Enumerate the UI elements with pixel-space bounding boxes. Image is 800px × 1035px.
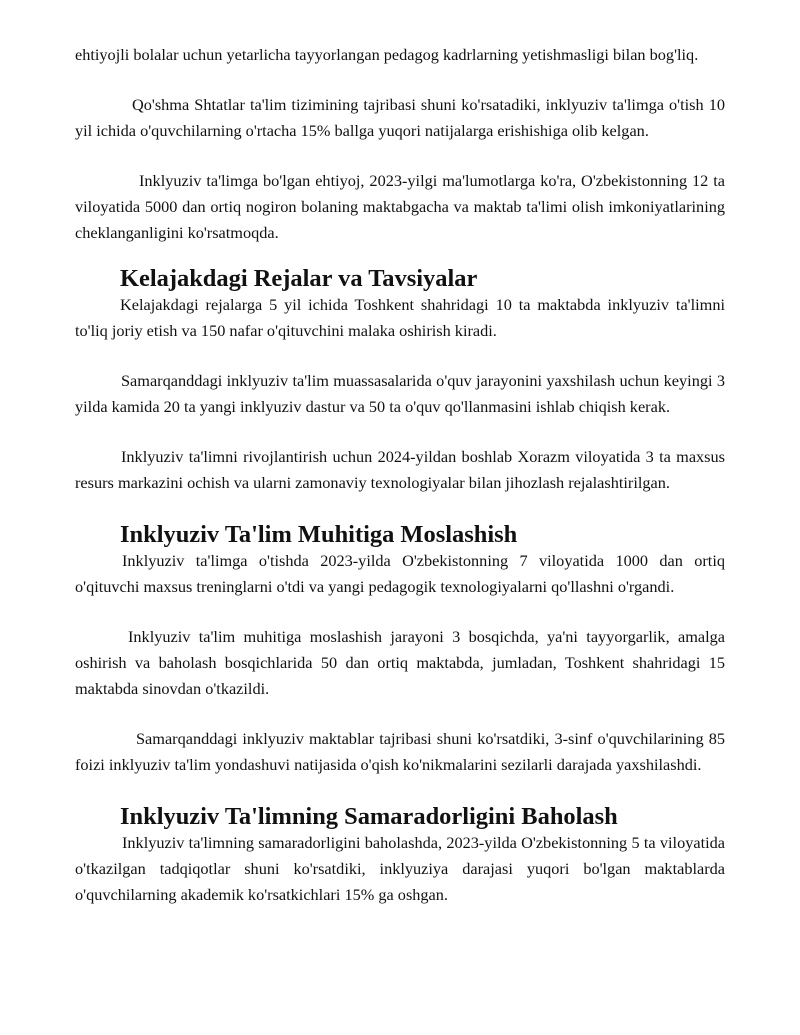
paragraph-future-plans: Kelajakdagi rejalarga 5 yil ichida Toshkent shahridagi 10 ta maktabda inklyuziv ta'limni to'liq joriy etish va 150 nafar o'qituvchini malaka oshirish kiradi. — [75, 295, 725, 340]
section-heading-effectiveness: Inklyuziv Ta'limning Samaradorligini Baholash — [120, 803, 618, 830]
section-heading-future-plans: Kelajakdagi Rejalar va Tavsiyalar — [120, 265, 478, 292]
paragraph-samarkand-results: Samarqanddagi inklyuziv maktablar tajribasi shuni ko'rsatdiki, 3-sinf o'quvchilarining 85 foizi inklyuziv ta'lim yondashuvi natijasida o'qish ko'nikmalarini sezilarli darajada yaxshilashdi. — [75, 729, 725, 774]
document-page — [75, 42, 725, 908]
section-heading-adaptation: Inklyuziv Ta'lim Muhitiga Moslashish — [120, 521, 518, 548]
paragraph-inclusive-need: Inklyuziv ta'limga bo'lgan ehtiyoj, 2023-yilgi ma'lumotlarga ko'ra, O'zbekistonning 12 ta viloyatida 5000 dan ortiq nogiron bolaning maktabgacha va maktab ta'limi olish imkoniyatlarining cheklanganligini ko'rsatmoqda. — [75, 171, 725, 242]
paragraph-adaptation-stages: Inklyuziv ta'lim muhitiga moslashish jarayoni 3 bosqichda, ya'ni tayyorgarlik, amalga oshirish va baholash bosqichlarida 50 dan ortiq maktabda, jumladan, Toshkent shahridagi 15 maktabda sinovdan o'tkazildi. — [75, 627, 725, 698]
paragraph-effectiveness: Inklyuziv ta'limning samaradorligini baholashda, 2023-yilda O'zbekistonning 5 ta viloyatida o'tkazilgan tadqiqotlar shuni ko'rsatdiki, inklyuziya darajasi yuqori bo'lgan maktablarda o'quvchilarning akademik ko'rsatkichlari 15% ga oshgan. — [75, 833, 725, 904]
paragraph-khorezm-centers: Inklyuziv ta'limni rivojlantirish uchun 2024-yildan boshlab Xorazm viloyatida 3 ta maxsus resurs markazini ochish va ularni zamonaviy texnologiyalar bilan jihozlash rejalashtirilgan. — [75, 447, 725, 492]
paragraph-teacher-training: Inklyuziv ta'limga o'tishda 2023-yilda O'zbekistonning 7 viloyatida 1000 dan ortiq o'qituvchi maxsus treninglarni o'tdi va yangi pedagogik texnologiyalarni qo'llashni o'rgandi. — [75, 551, 725, 596]
paragraph-continuation: ehtiyojli bolalar uchun yetarlicha tayyorlangan pedagog kadrlarning yetishmasligi bilan bog'liq. — [75, 45, 699, 64]
paragraph-usa-experience: Qo'shma Shtatlar ta'lim tizimining tajribasi shuni ko'rsatadiki, inklyuziv ta'limga o'tish 10 yil ichida o'quvchilarning o'rtacha 15% ballga yuqori natijalarga erishishiga olib kelgan. — [75, 95, 725, 140]
paragraph-samarkand-programs: Samarqanddagi inklyuziv ta'lim muassasalarida o'quv jarayonini yaxshilash uchun keyingi 3 yilda kamida 20 ta yangi inklyuziv dastur va 50 ta o'quv qo'llanmasini ishlab chiqish kerak. — [75, 371, 725, 416]
